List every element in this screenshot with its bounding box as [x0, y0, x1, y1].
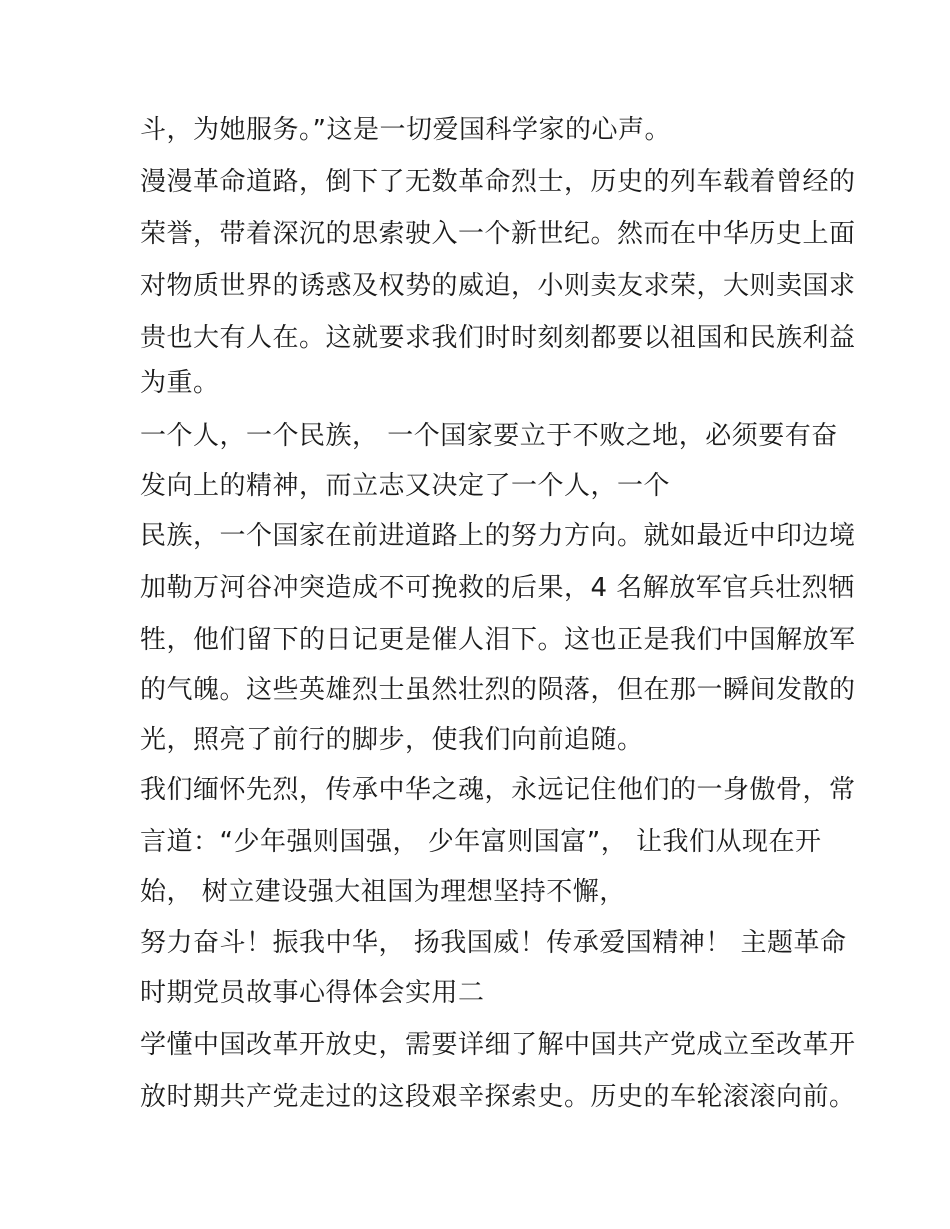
- text-line: 努力奋斗！振我中华， 扬我国威！传承爱国精神！ 主题革命: [140, 928, 847, 958]
- text-line: 荣誉，带着深沉的思索驶入一个新世纪。然而在中华历史上面: [140, 219, 856, 249]
- text-line: 始， 树立建设强大祖国为理想坚持不懈，: [140, 877, 626, 907]
- text-line: 斗，为她服务。”这是一切爱国科学家的心声。: [140, 115, 671, 145]
- text-line: 漫漫革命道路，倒下了无数革命烈士，历史的列车载着曾经的: [140, 167, 856, 197]
- text-line: 言道：“少年强则国强， 少年富则国富”， 让我们从现在开: [140, 827, 822, 857]
- text-line: 时期党员故事心得体会实用二: [140, 978, 485, 1008]
- text-line: 对物质世界的诱惑及权势的威迫，小则卖友求荣，大则卖国求: [140, 271, 856, 301]
- text-line: 牲，他们留下的日记更是催人泪下。这也正是我们中国解放军: [140, 625, 856, 655]
- text-line: 民族，一个国家在前进道路上的努力方向。就如最近中印边境: [140, 521, 856, 551]
- text-line: 一个人，一个民族， 一个国家要立于不败之地，必须要有奋: [140, 421, 838, 451]
- text-line: 光，照亮了前行的脚步，使我们向前追随。: [140, 725, 644, 755]
- text-line: 放时期共产党走过的这段艰辛探索史。历史的车轮滚滚向前。: [140, 1082, 856, 1112]
- text-line: 我们缅怀先烈，传承中华之魂，永远记住他们的一身傲骨，常: [140, 775, 856, 805]
- text-line: 为重。: [140, 368, 220, 398]
- text-line: 学懂中国改革开放史，需要详细了解中国共产党成立至改革开: [140, 1030, 856, 1060]
- text-line: 发向上的精神，而立志又决定了一个人，一个: [140, 471, 671, 501]
- text-line: 的气魄。这些英雄烈士虽然壮烈的陨落，但在那一瞬间发散的: [140, 675, 856, 705]
- text-line: 加勒万河谷冲突造成不可挽救的后果，4 名解放军官兵壮烈牺: [140, 573, 855, 603]
- text-line: 贵也大有人在。这就要求我们时时刻刻都要以祖国和民族利益: [140, 323, 856, 353]
